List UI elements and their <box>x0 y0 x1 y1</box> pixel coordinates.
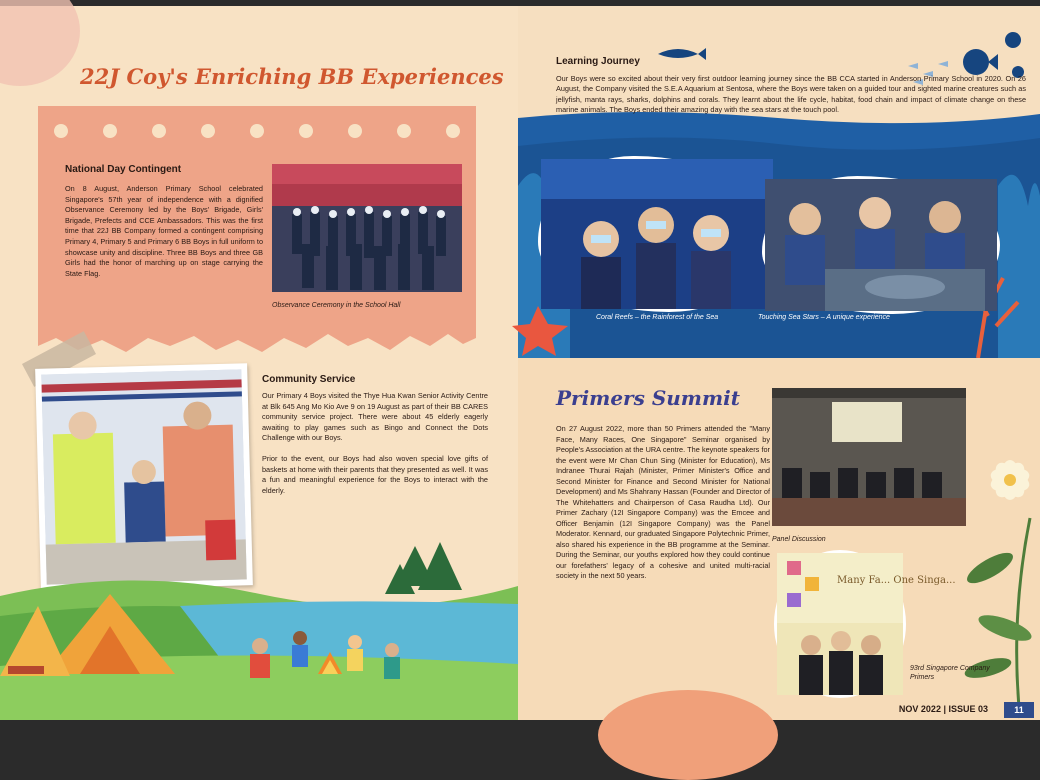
national-day-text: On 8 August, Anderson Primary School celebrated Singapore's 57th year of independence with a dignified Observance Ceremony led by the Boys' Brigade, Girls' Brigade, Prefects and CCE Ambassadors. This was the first time that 22J BB Company formed a contingent comprising Primary 4, Primary 5 and Primary 6 BB Boys in full uniform to showcase unity and discipline. Three BB Boys and three GB Girls had the honor of marching up on stage carrying the State Flag. <box>65 184 263 278</box>
learning-journey-section <box>518 6 1040 358</box>
magazine-spread <box>0 6 1040 720</box>
panel-discussion-photo <box>772 388 966 526</box>
coral-reefs-caption: Coral Reefs – the Rainforest of the Sea <box>596 314 719 321</box>
sea-stars-caption: Touching Sea Stars – A unique experience <box>758 314 890 321</box>
decorative-arc <box>598 690 778 780</box>
primers-summit-section <box>518 358 1040 720</box>
touching-sea-stars-photo <box>762 176 1000 314</box>
issue-footer: NOV 2022 | ISSUE 03 <box>898 704 988 714</box>
banner-text: Many Fa... One Singa... <box>837 575 956 586</box>
binder-holes <box>48 124 468 144</box>
decorative-blob <box>0 0 80 86</box>
learning-journey-text: Our Boys were so excited about their very first outdoor learning journey since the BB CCA started in Anderson Primary School in 2020. On 26 August, the Company visited the S.E.A Aquarium at Sentosa, where the Boys were taken on a guided tour and sighted marine creatures such as jellyfish, manta rays, sharks, dolphins and corals. They learnt about the life cycle, habitat, food chain and impact of climate change on these marine animals. The Boys ended their amazing day with the sea stars at the touch pool. <box>556 74 1026 115</box>
community-service-text <box>262 391 488 506</box>
community-service-paragraph-2: Prior to the event, our Boys had also woven special love gifts of baskets at home with their parents that they presented as well. It was a fun and meaningful experience for the Boys to interact with the elderly. <box>262 453 488 495</box>
observance-caption: Observance Ceremony in the School Hall <box>272 302 401 309</box>
company-primers-caption: 93rd Singapore Company Primers <box>910 665 990 681</box>
primers-summit-heading: Primers Summit <box>556 386 740 410</box>
page-number: 11 <box>1004 702 1034 718</box>
camping-scenery-illustration <box>0 546 518 720</box>
community-service-heading: Community Service <box>262 374 356 385</box>
primers-summit-text: On 27 August 2022, more than 50 Primers attended the "Many Face, Many Races, One Singapore" Seminar organised by People's Association at the URA centre. The keynote speakers for the event were Mr Chan Chun Sing (Minister for Education), Ms Indranee Thurai Rajah (Minister, Primer Minister's Office and Second Minister for Finance and Second Minister for National Development) and Ms Shahrany Hassan (Founder and Director of The Whitehatters and Chairperson of Casa Raudha Ltd). Our Primer Zachary (12I Singapore Company) was the Emcee and Officer Benjamin (12I Singapore Company) was the Panel Moderator. Kennard, our graduated Singapore Polytechnic Primer, also shared his experience in the BB programme at the Seminar. During the Seminar, our youths explored how they could continue our forefathers' legacy of a cohesive and united multi-racial society in the next 50 years. <box>556 424 770 580</box>
coral-reefs-photo <box>538 156 776 312</box>
national-day-heading: National Day Contingent <box>65 164 182 175</box>
observance-ceremony-photo <box>272 164 462 292</box>
community-service-paragraph-1: Our Primary 4 Boys visited the Thye Hua Kwan Senior Activity Centre at Blk 645 Ang Mo Kio Ave 9 on 19 August as part of their BB CARES community service project. There were about 45 elderly eagerly awaiting to play games such as Bingo and Connect the Dots Challenge with our Boys. <box>262 391 488 443</box>
page-title: 22J Coy's Enriching BB Experiences <box>80 64 504 89</box>
panel-discussion-caption: Panel Discussion <box>772 536 826 543</box>
learning-journey-heading: Learning Journey <box>556 56 640 67</box>
left-page <box>0 6 518 720</box>
